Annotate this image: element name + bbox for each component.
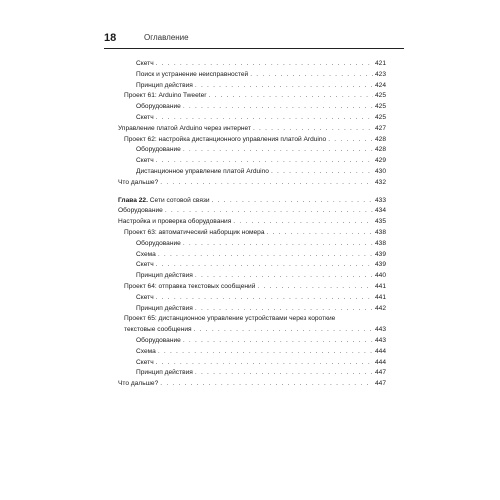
toc-page-number: 441 xyxy=(374,282,386,290)
toc-page-number: 434 xyxy=(374,207,386,215)
leader-dots xyxy=(212,196,373,207)
toc-entry-label: Проект 63: автоматический наборщик номера xyxy=(124,228,265,236)
toc-page-number: 443 xyxy=(374,336,386,344)
page-number: 18 xyxy=(104,32,117,44)
toc-page-number: 428 xyxy=(374,146,386,154)
toc-entry-label: Поиск и устранение неисправностей xyxy=(136,70,249,78)
toc-page-number: 432 xyxy=(374,178,386,186)
leader-dots xyxy=(271,167,373,178)
toc-entry[interactable] xyxy=(118,271,386,282)
toc-page-number: 423 xyxy=(374,70,386,78)
toc-entry[interactable] xyxy=(118,217,386,228)
toc-entry[interactable] xyxy=(118,167,386,178)
toc-entry-label: Принцип действия xyxy=(136,272,193,280)
leader-dots xyxy=(257,282,373,293)
toc-page-number: 435 xyxy=(374,218,386,226)
toc-entry[interactable] xyxy=(118,336,386,347)
toc-entry-label: Скетч xyxy=(136,293,154,301)
toc-entry-label: Скетч xyxy=(136,358,154,366)
leader-dots xyxy=(233,217,373,228)
toc-entry-label: Принцип действия xyxy=(136,369,193,377)
leader-dots xyxy=(250,70,373,81)
leader-dots xyxy=(183,102,373,113)
toc-entry-label: Схема xyxy=(136,347,156,355)
toc-entry-label: Управление платой Arduino через интернет xyxy=(118,124,251,132)
leader-dots xyxy=(156,260,373,271)
leader-dots xyxy=(156,59,373,70)
toc-page-number: 439 xyxy=(374,250,386,258)
leader-dots xyxy=(195,368,373,379)
toc-entry[interactable] xyxy=(118,102,386,113)
toc-entry[interactable] xyxy=(118,314,386,325)
leader-dots xyxy=(183,145,373,156)
leader-dots xyxy=(160,178,373,189)
toc-entry-label: Скетч xyxy=(136,157,154,165)
leader-dots xyxy=(195,271,373,282)
leader-dots xyxy=(194,325,373,336)
leader-dots xyxy=(195,81,373,92)
toc-page-number: 425 xyxy=(374,92,386,100)
leader-dots xyxy=(160,379,373,390)
chapter-number: Глава 22. xyxy=(118,196,148,204)
toc-page-number: 439 xyxy=(374,261,386,269)
toc-entry[interactable] xyxy=(118,379,386,390)
leader-dots xyxy=(156,293,373,304)
running-title: Оглавление xyxy=(144,33,189,42)
toc-page-number: 421 xyxy=(374,60,386,67)
toc-entry-label: Схема xyxy=(136,250,156,258)
toc-entry-label: Проект 65: дистанционное управление устройствами через короткие xyxy=(124,315,336,323)
toc-entry[interactable] xyxy=(118,282,386,293)
toc-entry[interactable] xyxy=(118,113,386,124)
toc-entry[interactable] xyxy=(118,304,386,315)
toc-entry[interactable] xyxy=(118,250,386,261)
toc-page-number: 441 xyxy=(374,293,386,301)
toc-entry-label: Оборудование xyxy=(136,103,181,111)
chapter-title: Сети сотовой связи xyxy=(149,196,210,204)
leader-dots xyxy=(183,239,373,250)
leader-dots xyxy=(195,304,373,315)
toc-entry-label: Оборудование xyxy=(118,207,163,215)
toc-page-number: 447 xyxy=(374,380,386,388)
toc-page-number: 443 xyxy=(374,326,386,334)
leader-dots xyxy=(156,156,373,167)
toc-entry[interactable] xyxy=(118,70,386,81)
toc-entry-label: Проект 62: настройка дистанционного управления платой Arduino xyxy=(124,135,327,143)
toc-page-number: 433 xyxy=(374,196,386,204)
toc-page-number: 430 xyxy=(374,167,386,175)
toc-page-number: 428 xyxy=(374,135,386,143)
leader-dots xyxy=(156,358,373,369)
page-header xyxy=(104,28,404,49)
toc-entry-label-continued: текстовые сообщения xyxy=(124,326,192,334)
toc-entry-label: Оборудование xyxy=(136,336,181,344)
toc-page-number: 438 xyxy=(374,228,386,236)
chapter-gap xyxy=(118,189,386,196)
toc-entry-label: Оборудование xyxy=(136,146,181,154)
leader-dots xyxy=(158,347,373,358)
leader-dots xyxy=(156,113,373,124)
toc-page-number: 442 xyxy=(374,304,386,312)
toc-entry[interactable] xyxy=(118,81,386,92)
toc-entry[interactable] xyxy=(118,59,386,70)
table-of-contents xyxy=(118,59,386,390)
toc-entry[interactable] xyxy=(118,124,386,135)
toc-page-number: 440 xyxy=(374,272,386,280)
toc-page-number: 438 xyxy=(374,239,386,247)
toc-entry[interactable] xyxy=(118,135,386,146)
toc-entry-label: Принцип действия xyxy=(136,81,193,89)
toc-entry[interactable] xyxy=(118,206,386,217)
toc-entry[interactable] xyxy=(118,368,386,379)
leader-dots xyxy=(183,336,373,347)
leader-dots xyxy=(158,250,373,261)
toc-entry-label xyxy=(118,196,210,207)
toc-entry-label: Скетч xyxy=(136,261,154,269)
leader-dots xyxy=(165,206,373,217)
toc-page-number: 425 xyxy=(374,103,386,111)
toc-entry[interactable] xyxy=(118,156,386,167)
toc-entry-label: Оборудование xyxy=(136,239,181,247)
toc-entry-label: Принцип действия xyxy=(136,304,193,312)
toc-page-number: 424 xyxy=(374,81,386,89)
toc-entry-label: Дистанционное управление платой Arduino xyxy=(136,167,269,175)
toc-entry[interactable] xyxy=(118,228,386,239)
leader-dots xyxy=(267,228,373,239)
toc-entry-continuation[interactable] xyxy=(118,325,386,336)
leader-dots xyxy=(208,91,373,102)
toc-entry[interactable] xyxy=(118,358,386,369)
toc-entry[interactable] xyxy=(118,178,386,189)
toc-entry-label: Что дальше? xyxy=(118,380,159,388)
toc-entry-label: Что дальше? xyxy=(118,178,159,186)
toc-page-number: 425 xyxy=(374,113,386,121)
toc-page-number: 444 xyxy=(374,358,386,366)
toc-entry-label: Настройка и проверка оборудования xyxy=(118,218,232,226)
leader-dots xyxy=(253,124,373,135)
toc-entry[interactable] xyxy=(118,239,386,250)
toc-entry[interactable] xyxy=(118,145,386,156)
toc-entry[interactable] xyxy=(118,293,386,304)
toc-page-number: 427 xyxy=(374,124,386,132)
toc-page-number: 444 xyxy=(374,347,386,355)
toc-chapter-entry[interactable] xyxy=(118,196,386,207)
toc-entry[interactable] xyxy=(118,347,386,358)
toc-entry-label: Проект 64: отправка текстовых сообщений xyxy=(124,282,256,290)
toc-entry-label: Скетч xyxy=(136,60,154,67)
leader-dots xyxy=(328,135,373,146)
toc-entry[interactable] xyxy=(118,260,386,271)
toc-entry-label: Скетч xyxy=(136,113,154,121)
toc-page-number: 429 xyxy=(374,157,386,165)
toc-entry[interactable] xyxy=(118,91,386,102)
toc-entry-label: Проект 61: Arduino Tweeter xyxy=(124,92,207,100)
toc-page-number: 447 xyxy=(374,369,386,377)
